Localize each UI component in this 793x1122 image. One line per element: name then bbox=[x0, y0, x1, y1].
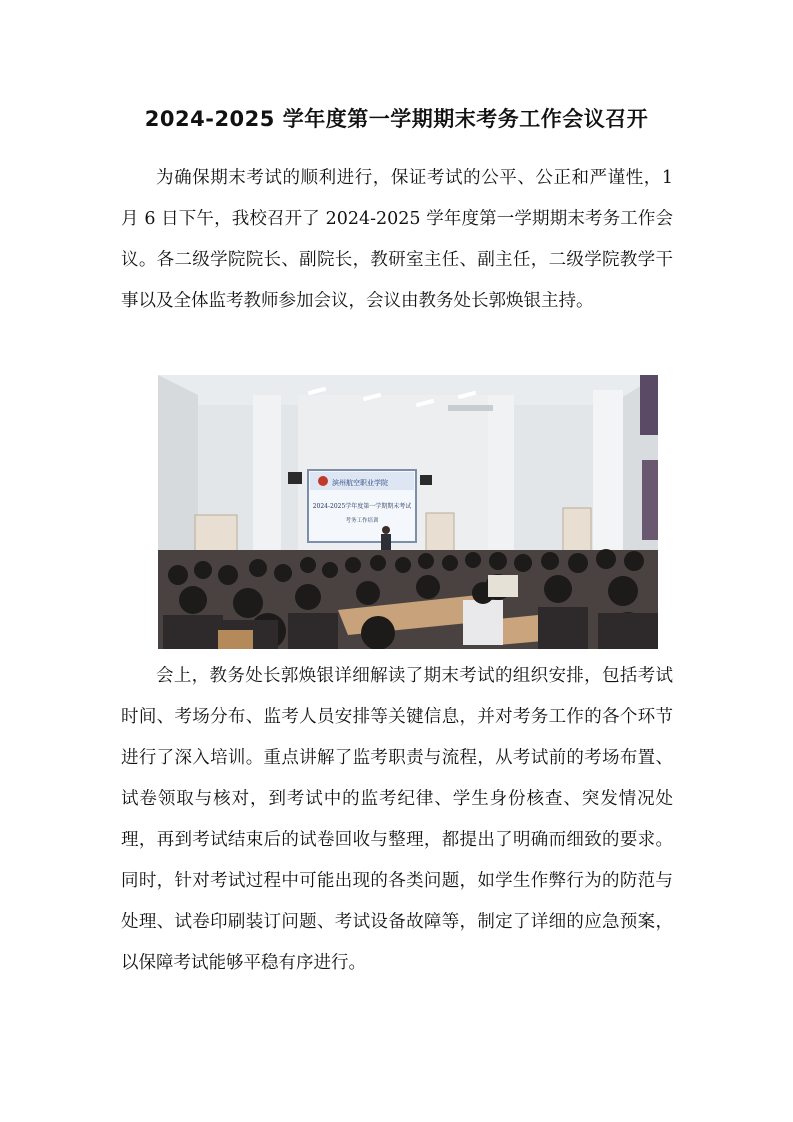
page-title: 2024-2025 学年度第一学期期末考务工作会议召开 bbox=[144, 107, 649, 131]
screen-line-1: 2024-2025学年度第一学期期末考试 bbox=[312, 503, 412, 510]
paragraph-intro: 为确保期末考试的顺利进行，保证考试的公平、公正和严谨性，1 月 6 日下午，我校召开了 2024-2025 学年度第一学期期末考务工作会议。各二级学院院长、副院长，教研室主任、副主任，二级学院教学干事以及全体监考教师参加会议，会议由教务处长郭焕银主持。 bbox=[121, 168, 673, 311]
screen-school-name: 滨州航空职业学院 bbox=[332, 479, 388, 487]
meeting-photo bbox=[158, 375, 658, 649]
paragraph-details: 会上，教务处长郭焕银详细解读了期末考试的组织安排，包括考试时间、考场分布、监考人员安排等关键信息，并对考务工作的各个环节进行了深入培训。重点讲解了监考职责与流程，从考试前的考场布置、试卷领取与核对，到考试中的监考纪律、学生身份核查、突发情况处理，再到考试结束后的试卷回收与整理，都提出了明确而细致的要求。同时，针对考试过程中可能出现的各类问题，如学生作弊行为的防范与处理、试卷印刷装订问题、考试设备故障等，制定了详细的应急预案，以保障考试能够平稳有序进行。 bbox=[121, 666, 673, 973]
screen-line-2: 考务工作培训 bbox=[345, 518, 379, 524]
